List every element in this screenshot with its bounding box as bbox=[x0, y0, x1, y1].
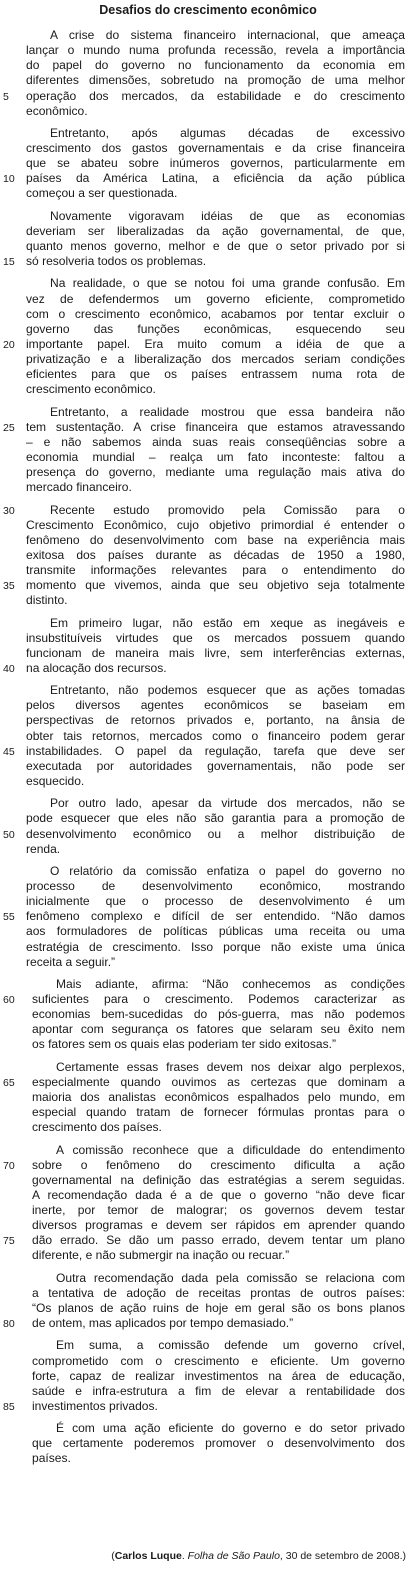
text-line: maioria dos analistas econômicos espalhados pelo mundo, em bbox=[32, 1090, 405, 1104]
text-line: diversos programas e devem ser rápidos em aprender quando bbox=[32, 1218, 405, 1233]
text-line: operação dos mercados, da estabilidade e do crescimento bbox=[26, 88, 405, 103]
text-line: que se abateu sobre inúmeros governos, particularmente em bbox=[26, 156, 405, 171]
text-line: dão errado. Se dão um passo errado, devem tentar um plano bbox=[32, 1233, 405, 1248]
text-line: países da América Latina, a eficiência da ação pública bbox=[26, 171, 405, 186]
line-number: 15 bbox=[3, 256, 15, 269]
text-line: eficientes para que os países entrassem numa rota de bbox=[26, 367, 405, 382]
line-number: 55 bbox=[3, 911, 15, 924]
line-number: 5 bbox=[3, 90, 9, 103]
text-line: forte, capaz de realizar investimentos na área de educação, bbox=[32, 1368, 405, 1383]
text-line: Na realidade, o que se notou foi uma grande confusão. Em bbox=[50, 276, 405, 291]
text-line: É com uma ação eficiente do governo e do setor privado bbox=[56, 1421, 405, 1436]
text-line: O relatório da comissão enfatiza o papel do governo no bbox=[50, 863, 405, 878]
line-number: 30 bbox=[3, 504, 15, 517]
text-line: tem sustentação. A crise financeira que estamos atravessando bbox=[26, 419, 405, 434]
text-line: saúde e infra-estrutura a fim de elevar a rentabilidade dos bbox=[32, 1383, 405, 1398]
text-line: Mais adiante, afirma: “Não conhecemos as condições bbox=[56, 977, 405, 991]
text-line: do papel do governo no funcionamento da economia em bbox=[26, 58, 405, 73]
text-line: crescimento dos países. bbox=[32, 1120, 162, 1135]
line-number: 85 bbox=[3, 1400, 15, 1413]
text-line: crescimento dos gastos governamentais e da crise financeira bbox=[26, 141, 405, 155]
text-line: A crise do sistema financeiro internacional, que ameaça bbox=[50, 28, 405, 42]
line-number: 45 bbox=[3, 745, 15, 758]
text-line: os fatores sem os quais elas poderiam ter sido exitosas.” bbox=[32, 1037, 336, 1052]
text-line: Entretanto, não podemos esquecer que as ações tomadas bbox=[50, 683, 405, 698]
text-line: inicialmente que o processo de desenvolvimento é um bbox=[26, 894, 405, 909]
text-line: comprometido com o crescimento e eficiente. Um governo bbox=[32, 1353, 405, 1368]
text-line: fenômeno do desenvolvimento com base na experiência mais bbox=[26, 532, 405, 547]
text-line: na alocação dos recursos. bbox=[26, 660, 167, 675]
text-line: aos formuladores de políticas públicas uma receita ou uma bbox=[26, 924, 405, 939]
line-number: 25 bbox=[3, 421, 15, 434]
text-line: diferente, e não submergir na inação ou recuar.” bbox=[32, 1248, 290, 1263]
text-line: Outra recomendação dada pela comissão se relaciona com bbox=[56, 1270, 405, 1285]
line-number: 20 bbox=[3, 338, 15, 351]
text-line: com o crescimento econômico, acabamos por tentar excluir o bbox=[26, 306, 405, 321]
line-number: 50 bbox=[3, 828, 15, 841]
text-line: governo das funções econômicas, esquecendo seu bbox=[26, 321, 405, 336]
text-line: começou a ser questionada. bbox=[26, 186, 178, 201]
text-line: economia mundial – realça um fato inconteste: faltou a bbox=[26, 449, 405, 464]
text-line: transmite informações relevantes para o entendimento do bbox=[26, 563, 405, 577]
text-line: investimentos privados. bbox=[32, 1398, 158, 1413]
text-line: a tentativa de adoção de receitas prontas de outros países: bbox=[32, 1285, 405, 1300]
text-line: exitosa dos países durante as décadas de 1950 a 1980, bbox=[26, 547, 405, 562]
line-number: 80 bbox=[3, 1318, 15, 1331]
text-line: Entretanto, após algumas décadas de excessivo bbox=[50, 125, 405, 140]
text-line: diferentes dimensões, sobretudo na promoção de uma melhor bbox=[26, 73, 405, 88]
text-line: desenvolvimento econômico ou a melhor distribuição de bbox=[26, 826, 405, 841]
text-line: – e não sabemos ainda suas reais conseqüências sobre a bbox=[26, 434, 405, 449]
line-number: 65 bbox=[3, 1076, 15, 1089]
text-line: deveriam ser liberalizadas da ação governamental, de que, bbox=[26, 223, 405, 238]
text-line: inerte, por temor de malograr; os governos devem testar bbox=[32, 1203, 405, 1217]
text-line: fenômeno complexo e difícil de ser entendido. “Não damos bbox=[26, 909, 405, 924]
text-line: privatização e a liberalização dos mercados seriam condições bbox=[26, 352, 405, 366]
text-line: processo de desenvolvimento econômico, mostrando bbox=[26, 879, 405, 893]
text-line: instabilidades. O papel da regulação, tarefa que deve ser bbox=[26, 743, 405, 758]
text-line: funcionam de maneira mais livre, sem interferências externas, bbox=[26, 645, 405, 660]
text-line: A comissão reconhece que a dificuldade do entendimento bbox=[56, 1142, 405, 1157]
text-line: Em suma, a comissão defende um governo crível, bbox=[56, 1338, 405, 1353]
text-line: apontar com segurança os fatores que selaram seu êxito nem bbox=[32, 1022, 405, 1037]
citation-author: Carlos Luque bbox=[114, 1550, 182, 1562]
line-number: 75 bbox=[3, 1235, 15, 1248]
article-title: Desafios do crescimento econômico bbox=[99, 3, 317, 17]
text-line: renda. bbox=[26, 841, 61, 856]
text-line: estratégia de crescimento. Isso porque não existe uma única bbox=[26, 939, 405, 954]
text-line: Crescimento Econômico, cujo objetivo primordial é entender o bbox=[26, 517, 405, 532]
citation-open: ( bbox=[111, 1550, 115, 1562]
text-line: quanto menos governo, melhor e de que o setor privado por si bbox=[26, 239, 405, 253]
text-line: especialmente quando ouvimos as certezas que dominam a bbox=[32, 1074, 405, 1089]
text-line: que certamente poderemos promover o desenvolvimento dos bbox=[32, 1436, 405, 1451]
line-number: 70 bbox=[3, 1159, 15, 1172]
line-number: 10 bbox=[3, 173, 15, 186]
line-number: 60 bbox=[3, 994, 15, 1007]
text-line: distinto. bbox=[26, 593, 68, 608]
text-line: crescimento econômico. bbox=[26, 382, 156, 397]
text-line: “Os planos de ação ruins de hoje em geral são os bons planos bbox=[32, 1301, 405, 1315]
text-line: pelos diversos agentes econômicos se baseiam em bbox=[26, 698, 405, 713]
text-line: A recomendação dada é a de que o governo “não deve ficar bbox=[32, 1187, 405, 1202]
text-line: receita a seguir.” bbox=[26, 954, 116, 969]
source-citation bbox=[111, 1550, 406, 1563]
text-line: Novamente vigoravam idéias de que as economias bbox=[50, 208, 405, 223]
text-line: econômico. bbox=[26, 103, 88, 118]
line-number: 40 bbox=[3, 662, 15, 675]
text-line: governamental na definição das estratégias a serem seguidas. bbox=[32, 1172, 405, 1187]
text-line: especial quando tratam de fornecer fórmulas prontas para o bbox=[32, 1105, 405, 1120]
text-line: Por outro lado, apesar da virtude dos mercados, não se bbox=[50, 796, 405, 811]
text-line: insubstituíveis virtudes que os mercados possuem quando bbox=[26, 630, 405, 645]
text-line: momento que vivemos, ainda que seu objetivo seja totalmente bbox=[26, 578, 405, 593]
text-line: vez de defendermos um governo eficiente, comprometido bbox=[26, 291, 405, 306]
text-line: países. bbox=[32, 1451, 71, 1466]
line-number: 35 bbox=[3, 580, 15, 593]
text-line: mercado financeiro. bbox=[26, 480, 132, 495]
text-line: Em primeiro lugar, não estão em xeque as inegáveis e bbox=[50, 615, 405, 630]
text-line: Certamente essas frases devem nos deixar algo perplexos, bbox=[56, 1059, 405, 1074]
text-line: só resolveria todos os problemas. bbox=[26, 254, 207, 269]
text-line: pode esquecer que eles não são garantia para a promoção de bbox=[26, 811, 405, 826]
text-line: importante papel. Era muito comum a idéia de que a bbox=[26, 336, 405, 351]
text-line: Recente estudo promovido pela Comissão para o bbox=[50, 502, 405, 517]
text-line: lançar o mundo numa profunda recessão, revela a importância bbox=[26, 43, 405, 58]
text-line: economias bem-sucedidas do pós-guerra, mas não podemos bbox=[32, 1007, 405, 1022]
text-line: sobre o fenômeno do crescimento dificulta a ação bbox=[32, 1157, 405, 1172]
text-line: de ontem, mas aplicados por tempo demasiado.” bbox=[32, 1316, 294, 1331]
text-line: presença do governo, mediante uma regulação mais ativa do bbox=[26, 465, 405, 479]
text-line: esquecido. bbox=[26, 773, 85, 788]
citation-publication: Folha de São Paulo bbox=[187, 1550, 280, 1562]
text-line: suficientes para o crescimento. Podemos caracterizar as bbox=[32, 992, 405, 1007]
text-line: perspectivas de retornos privados e, portanto, na ânsia de bbox=[26, 713, 405, 728]
citation-date: , 30 de setembro de 2008.) bbox=[279, 1550, 406, 1562]
citation-separator: . bbox=[181, 1550, 188, 1562]
text-line: executada por autoridades governamentais, não pode ser bbox=[26, 758, 405, 773]
text-line: Entretanto, a realidade mostrou que essa bandeira não bbox=[50, 404, 405, 419]
text-line: obter tais retornos, mercados como o financeiro podem gerar bbox=[26, 728, 405, 743]
